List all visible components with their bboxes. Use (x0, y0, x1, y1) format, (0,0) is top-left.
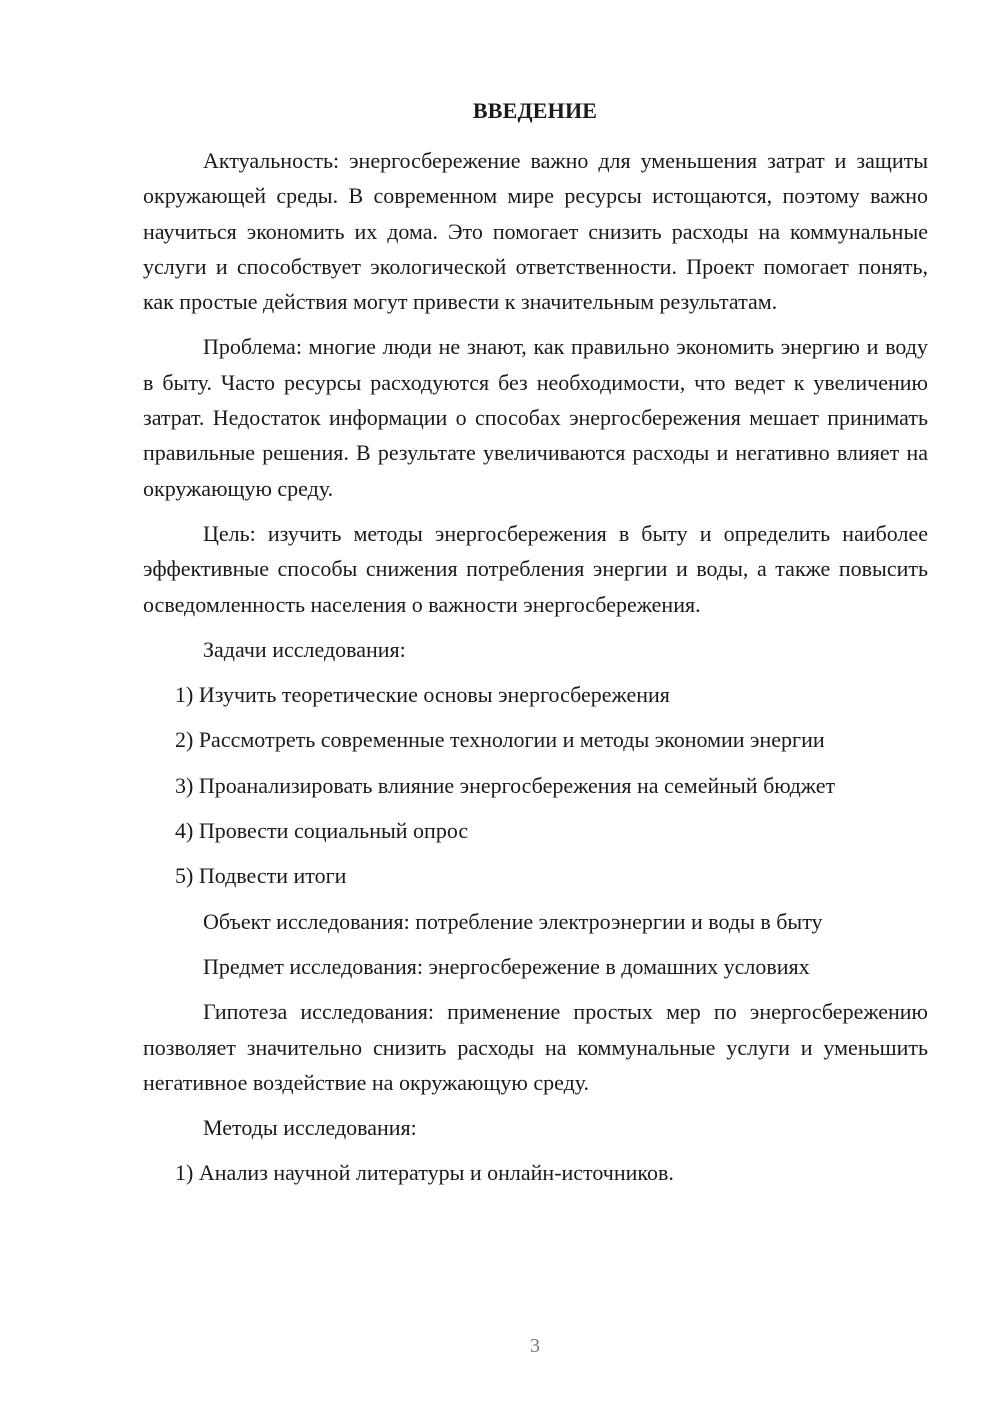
paragraph-relevance: Актуальность: энергосбережение важно для уменьшения затрат и защиты окружающей среды. В современном мире ресурсы истощаются, поэтому важно научиться экономить их дома. Это помогает снизить расходы на коммунальные услуги и способствует экологической ответственности. Проект помогает понять, как простые действия могут привести к значительным результатам. (143, 148, 928, 315)
task-item: 3) Проанализировать влияние энергосбережения на семейный бюджет (175, 772, 836, 798)
tasks-heading: Задачи исследования: (203, 636, 406, 662)
document-body (143, 143, 928, 1191)
paragraph-subject: Предмет исследования: энергосбережение в домашних условиях (203, 953, 810, 979)
page-title: ВВЕДЕНИЕ (472, 98, 598, 123)
paragraph-problem: Проблема: многие люди не знают, как правильно экономить энергию и воду в быту. Часто ресурсы расходуются без необходимости, что ведет к увеличению затрат. Недостаток информации о способах энергосбережения мешает принимать правильные решения. В результате увеличиваются расходы и негативно влияет на окружающую среду. (143, 334, 928, 501)
task-item: 4) Провести социальный опрос (175, 818, 469, 844)
methods-heading: Методы исследования: (203, 1115, 417, 1141)
task-item: 5) Подвести итоги (175, 863, 347, 889)
page-number: 3 (530, 1335, 540, 1357)
method-item: 1) Анализ научной литературы и онлайн-источников. (175, 1160, 674, 1186)
paragraph-object: Объект исследования: потребление электроэнергии и воды в быту (203, 908, 823, 934)
paragraph-goal: Цель: изучить методы энергосбережения в быту и определить наиболее эффективные способы снижения потребления энергии и воды, а также повысить осведомленность населения о важности энергосбережения. (143, 520, 928, 617)
task-item: 1) Изучить теоретические основы энергосбережения (175, 682, 670, 708)
paragraph-hypothesis: Гипотеза исследования: применение простых мер по энергосбережению позволяет значительно снизить расходы на коммунальные услуги и уменьшить негативное воздействие на окружающую среду. (143, 999, 928, 1095)
task-item: 2) Рассмотреть современные технологии и методы экономии энергии (175, 727, 825, 753)
